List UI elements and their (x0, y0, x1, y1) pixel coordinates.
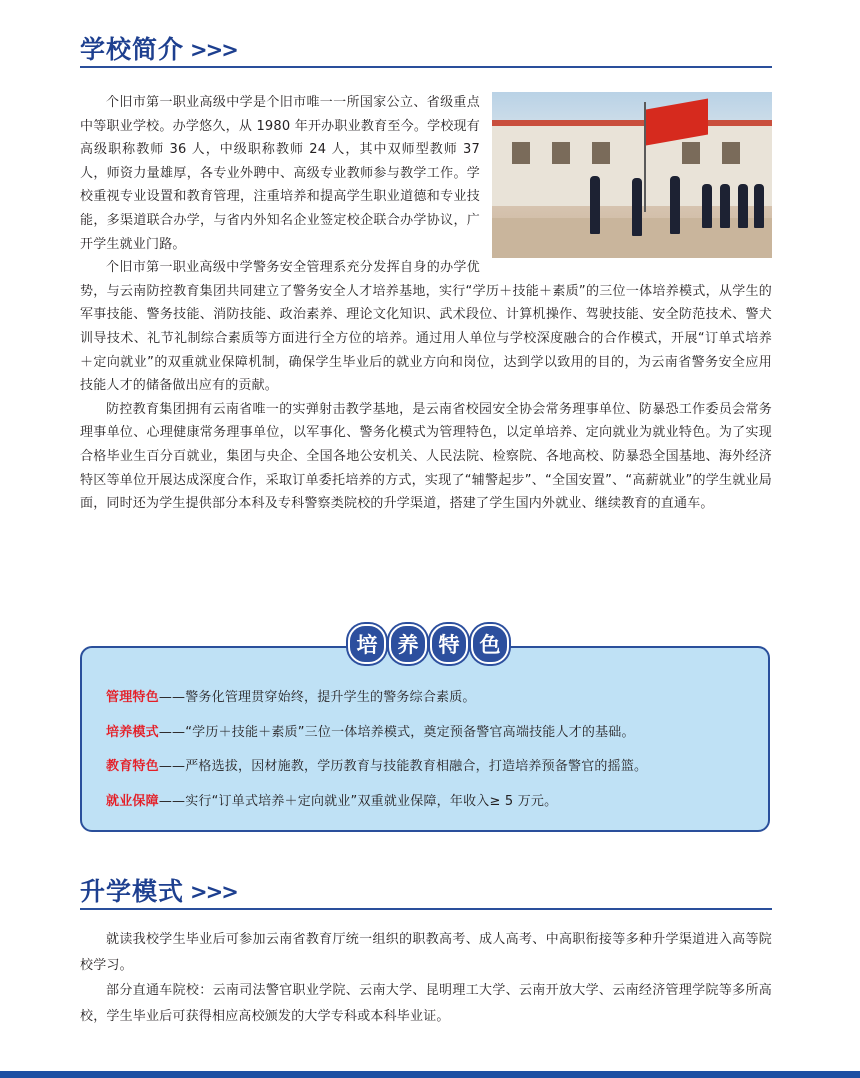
feature-item (106, 792, 557, 812)
feature-item (106, 723, 635, 743)
section-title: 升学模式 (80, 877, 185, 906)
feature-text: ——警务化管理贯穿始终，提升学生的警务综合素质。 (158, 690, 476, 705)
paragraph: 部分直通车院校：云南司法警官职业学院、云南大学、昆明理工大学、云南开放大学、云南经济管理学院等多所高校，学生毕业后可获得相应高校颁发的大学专科或本科毕业证。 (80, 983, 772, 1024)
feature-label: 就业保障 (106, 794, 159, 809)
bottom-bar (0, 1071, 860, 1078)
feature-label: 教育特色 (106, 759, 159, 774)
chevrons-icon: >>> (190, 880, 237, 904)
feature-item (106, 688, 476, 708)
feature-item (106, 757, 647, 777)
feature-text: ——“学历＋技能＋素质”三位一体培养模式，奠定预备警官高端技能人才的基础。 (158, 725, 635, 740)
section-heading-intro (80, 34, 772, 68)
feature-text: ——严格选拔，因材施教，学历教育与技能教育相融合，打造培养预备警官的摇篮。 (158, 759, 648, 774)
flag-ceremony-photo (492, 92, 772, 258)
paragraph: 个旧市第一职业高级中学是个旧市唯一一所国家公立、省级重点中等职业学校。办学悠久，从 1980 年开办职业教育至今。学校现有高级职称教师 36 人，中级职称教师 24 人，其中双师型教师 37 人，师资力量雄厚，各专业外聘中、高级专业教师参与教学工作。学校重视专业设置和教育管理，注重培养和提高学生职业道德和专业技能，多渠道联合办学，与省内外知名企业签定校企联合办学协议，广开学生就业门路。 (80, 95, 480, 252)
features-title (348, 624, 509, 668)
features-title-char: 养 (389, 624, 427, 664)
features-title-char: 培 (348, 624, 386, 664)
intro-body (80, 91, 772, 516)
section-title: 学校简介 (80, 35, 185, 64)
paragraph: 个旧市第一职业高级中学警务安全管理系充分发挥自身的办学优势，与云南防控教育集团共同建立了警务安全人才培养基地，实行“学历＋技能＋素质”的三位一体培养模式，从学生的军事技能、警务技能、消防技能、政治素养、理论文化知识、武术段位、计算机操作、驾驶技能、安全防范技术、警犬训导技术、礼节礼制综合素质等方面进行全方位的培养。通过用人单位与学校深度融合的合作模式，开展“订单式培养＋定向就业”的双重就业保障机制，确保学生毕业后的就业方向和岗位，达到学以致用的目的，为云南省警务安全应用技能人才的储备做出应有的贡献。 (80, 260, 772, 394)
feature-label: 培养模式 (106, 725, 159, 740)
chevrons-icon: >>> (190, 38, 237, 62)
features-title-char: 色 (471, 624, 509, 664)
features-title-char: 特 (430, 624, 468, 664)
promotion-body (80, 927, 772, 1029)
paragraph: 就读我校学生毕业后可参加云南省教育厅统一组织的职教高考、成人高考、中高职衔接等多种升学渠道进入高等院校学习。 (80, 932, 772, 973)
paragraph: 防控教育集团拥有云南省唯一的实弹射击教学基地，是云南省校园安全协会常务理事单位、防暴恐工作委员会常务理事单位、心理健康常务理事单位，以军事化、警务化模式为管理特色，以定单培养、定向就业为就业特色。为了实现合格毕业生百分百就业，集团与央企、全国各地公安机关、人民法院、检察院、各地高校、防暴恐全国基地、海外经济特区等单位开展达成深度合作，采取订单委托培养的方式，实现了“辅警起步”、“全国安置”、“高薪就业”的学生就业局面，同时还为学生提供部分本科及专科警察类院校的升学渠道，搭建了学生国内外就业、继续教育的直通车。 (80, 401, 772, 512)
feature-label: 管理特色 (106, 690, 159, 705)
section-heading-promotion (80, 876, 772, 910)
feature-text: ——实行“订单式培养＋定向就业”双重就业保障，年收入≥ 5 万元。 (158, 794, 558, 809)
